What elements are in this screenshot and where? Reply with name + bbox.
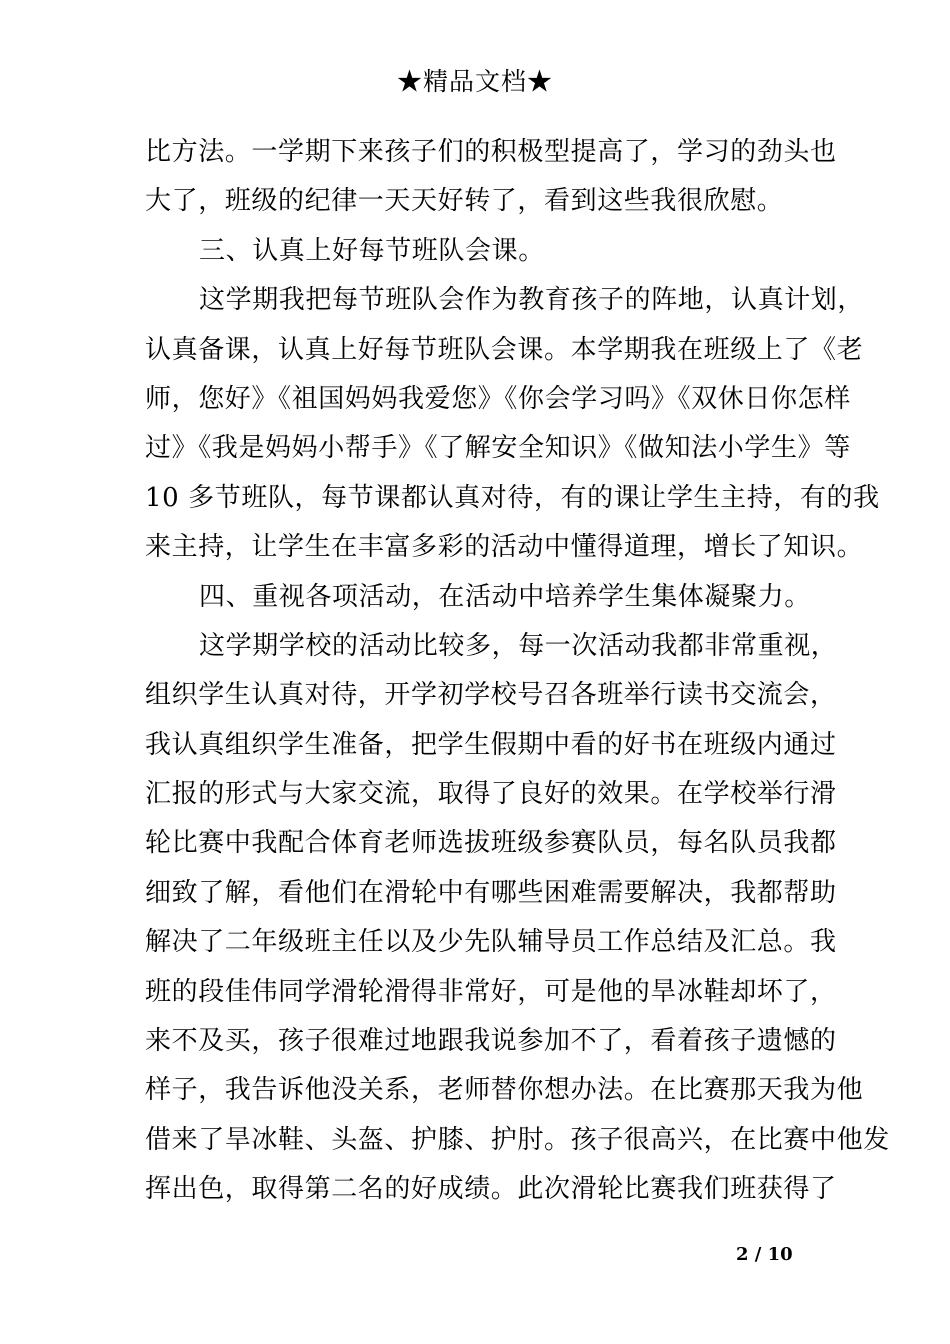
text-line: 样子，我告诉他没关系，老师替你想办法。在比赛那天我为他	[145, 1075, 864, 1106]
page-header-title: ★精品文档★	[396, 67, 553, 96]
text-line: 来不及买，孩子很难过地跟我说参加不了，看着孩子遗憾的	[145, 1026, 837, 1057]
document-body	[145, 128, 890, 1215]
text-line: 师，您好》《祖国妈妈我爱您》《你会学习吗》《双休日你怎样	[145, 383, 851, 414]
text-line: 过》《我是妈妈小帮手》《了解安全知识》《做知法小学生》等	[145, 433, 851, 464]
text-line: 汇报的形式与大家交流，取得了良好的效果。在学校举行滑	[145, 779, 837, 810]
text-line: 解决了二年级班主任以及少先队辅导员工作总结及汇总。我	[145, 927, 837, 958]
text-line: 这学期学校的活动比较多，每一次活动我都非常重视，	[199, 630, 838, 661]
text-line: 挥出色，取得第二名的好成绩。此次滑轮比赛我们班获得了	[145, 1174, 837, 1205]
text-line: 我认真组织学生准备，把学生假期中看的好书在班级内通过	[145, 729, 837, 760]
text-line: 10 多节班队，每节课都认真对待，有的课让学生主持，有的我	[145, 482, 880, 513]
text-line: 来主持，让学生在丰富多彩的活动中懂得道理，增长了知识。	[145, 532, 864, 563]
text-line: 组织学生认真对待，开学初学校号召各班举行读书交流会，	[145, 680, 837, 711]
text-line: 大了，班级的纪律一天天好转了，看到这些我很欣慰。	[145, 186, 784, 217]
text-line: 四、重视各项活动，在活动中培养学生集体凝聚力。	[199, 581, 811, 612]
text-line: 借来了旱冰鞋、头盔、护膝、护肘。孩子很高兴，在比赛中他发	[145, 1124, 890, 1155]
text-line: 三、认真上好每节班队会课。	[199, 235, 545, 266]
text-line: 细致了解，看他们在滑轮中有哪些困难需要解决，我都帮助	[145, 877, 837, 908]
text-line: 班的段佳伟同学滑轮滑得非常好，可是他的旱冰鞋却坏了，	[145, 976, 837, 1007]
text-line: 轮比赛中我配合体育老师选拔班级参赛队员，每名队员我都	[145, 828, 837, 859]
text-line: 比方法。一学期下来孩子们的积极型提高了，学习的劲头也	[145, 137, 837, 167]
text-line: 这学期我把每节班队会作为教育孩子的阵地，认真计划，	[199, 285, 865, 316]
page-number: 2 / 10	[736, 1244, 793, 1265]
text-line: 认真备课，认真上好每节班队会课。本学期我在班级上了《老	[145, 334, 864, 365]
